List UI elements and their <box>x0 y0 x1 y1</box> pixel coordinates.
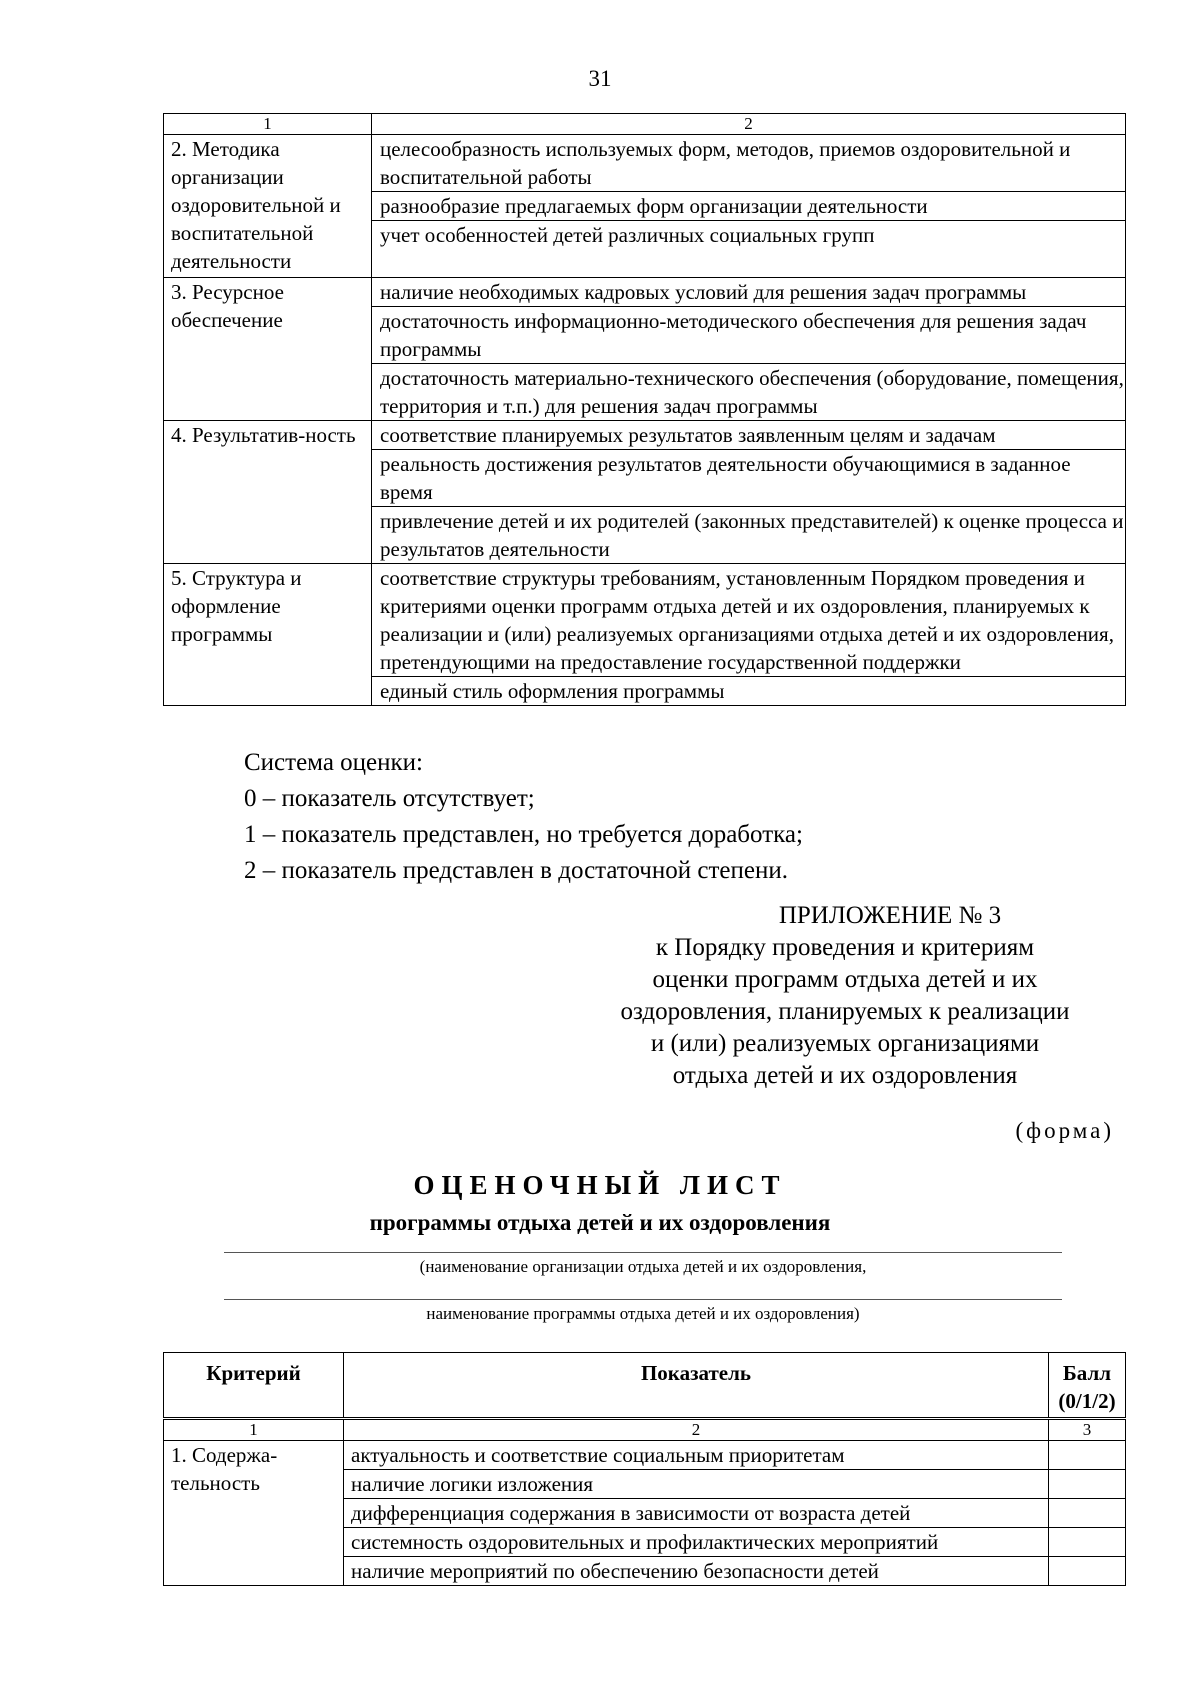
column-number: 1 <box>164 114 372 135</box>
indicator-cell: актуальность и соответствие социальным приоритетам <box>344 1441 1049 1470</box>
column-numbers-row <box>164 114 1126 135</box>
indicator-cell: соответствие структуры требованиям, установленным Порядком проведения и критериями оценки программ отдыха детей и их оздоровления, планируемых к реализации и (или) реализуемых организациями отдыха детей и их оздоровления, претендующими на предоставление государственной поддержки <box>372 564 1126 677</box>
column-number: 1 <box>164 1419 344 1441</box>
indicator-cell: дифференциация содержания в зависимости от возраста детей <box>344 1499 1049 1528</box>
indicator-cell: системность оздоровительных и профилактических мероприятий <box>344 1528 1049 1557</box>
criterion-cell: 4. Результатив-ность <box>164 421 372 564</box>
criteria-table-continued <box>163 113 1126 706</box>
indicator-cell: соответствие планируемых результатов заявленным целям и задачам <box>372 421 1126 450</box>
score-cell[interactable] <box>1049 1557 1126 1586</box>
table-row <box>164 135 1126 192</box>
appendix-line: оценки программ отдыха детей и их <box>652 966 1038 993</box>
table-row <box>164 564 1126 677</box>
score-cell[interactable] <box>1049 1470 1126 1499</box>
table-row <box>164 421 1126 450</box>
fill-caption: (наименование организации отдыха детей и их оздоровления, <box>419 1257 867 1276</box>
indicator-cell: целесообразность используемых форм, методов, приемов оздоровительной и воспитательной работы <box>372 135 1126 192</box>
table-row <box>164 278 1126 307</box>
column-number: 2 <box>344 1419 1049 1441</box>
indicator-cell: наличие необходимых кадровых условий для решения задач программы <box>372 278 1126 307</box>
indicator-cell: достаточность информационно-методического обеспечения для решения задач программы <box>372 307 1126 364</box>
table-row <box>164 1441 1126 1470</box>
sheet-title: ОЦЕНОЧНЫЙ ЛИСТ <box>413 1170 787 1200</box>
appendix-line: отдыха детей и их оздоровления <box>672 1062 1018 1089</box>
scoring-item: 0 – показатель отсутствует; <box>244 785 535 812</box>
indicator-cell: достаточность материально-технического обеспечения (оборудование, помещения, территория и т.п.) для решения задач программы <box>372 364 1126 421</box>
appendix-line: к Порядку проведения и критериям <box>655 934 1035 961</box>
column-numbers-row <box>164 1419 1126 1441</box>
appendix-header <box>590 900 1100 1092</box>
header-indicator: Показатель <box>344 1353 1049 1419</box>
indicator-cell: привлечение детей и их родителей (законных представителей) к оценке процесса и результатов деятельности <box>372 507 1126 564</box>
evaluation-table <box>163 1352 1126 1586</box>
indicator-cell: разнообразие предлагаемых форм организации деятельности <box>372 192 1126 221</box>
indicator-cell: реальность достижения результатов деятельности обучающимися в заданное время <box>372 450 1126 507</box>
scoring-item: 1 – показатель представлен, но требуется доработка; <box>244 821 803 848</box>
appendix-line: оздоровления, планируемых к реализации <box>620 998 1070 1025</box>
criterion-cell: 1. Содержа-тельность <box>164 1441 344 1586</box>
criterion-cell: 5. Структура и оформление программы <box>164 564 372 706</box>
fill-caption: наименование программы отдыха детей и их оздоровления) <box>426 1304 860 1323</box>
indicator-cell: единый стиль оформления программы <box>372 677 1126 706</box>
score-cell[interactable] <box>1049 1499 1126 1528</box>
scoring-system <box>244 745 803 889</box>
header-row <box>164 1353 1126 1419</box>
column-number: 3 <box>1049 1419 1126 1441</box>
page-number: 31 <box>588 66 612 91</box>
indicator-cell: наличие мероприятий по обеспечению безопасности детей <box>344 1557 1049 1586</box>
header-score: Балл (0/1/2) <box>1049 1353 1126 1419</box>
criterion-cell: 2. Методика организации оздоровительной и воспитательной деятельности <box>164 135 372 278</box>
score-cell[interactable] <box>1049 1441 1126 1470</box>
form-label: (форма) <box>1015 1118 1114 1143</box>
fill-line <box>224 1299 1062 1300</box>
scoring-title: Система оценки: <box>244 749 423 776</box>
criterion-cell: 3. Ресурсное обеспечение <box>164 278 372 421</box>
appendix-line: и (или) реализуемых организациями <box>650 1030 1040 1057</box>
appendix-title: ПРИЛОЖЕНИЕ № 3 <box>778 902 1002 929</box>
header-criterion: Критерий <box>164 1353 344 1419</box>
fill-line <box>224 1252 1062 1253</box>
sheet-subtitle: программы отдыха детей и их оздоровления <box>369 1210 831 1235</box>
indicator-cell: учет особенностей детей различных социальных групп <box>372 221 1126 278</box>
indicator-cell: наличие логики изложения <box>344 1470 1049 1499</box>
scoring-item: 2 – показатель представлен в достаточной степени. <box>244 857 788 884</box>
column-number: 2 <box>372 114 1126 135</box>
score-cell[interactable] <box>1049 1528 1126 1557</box>
